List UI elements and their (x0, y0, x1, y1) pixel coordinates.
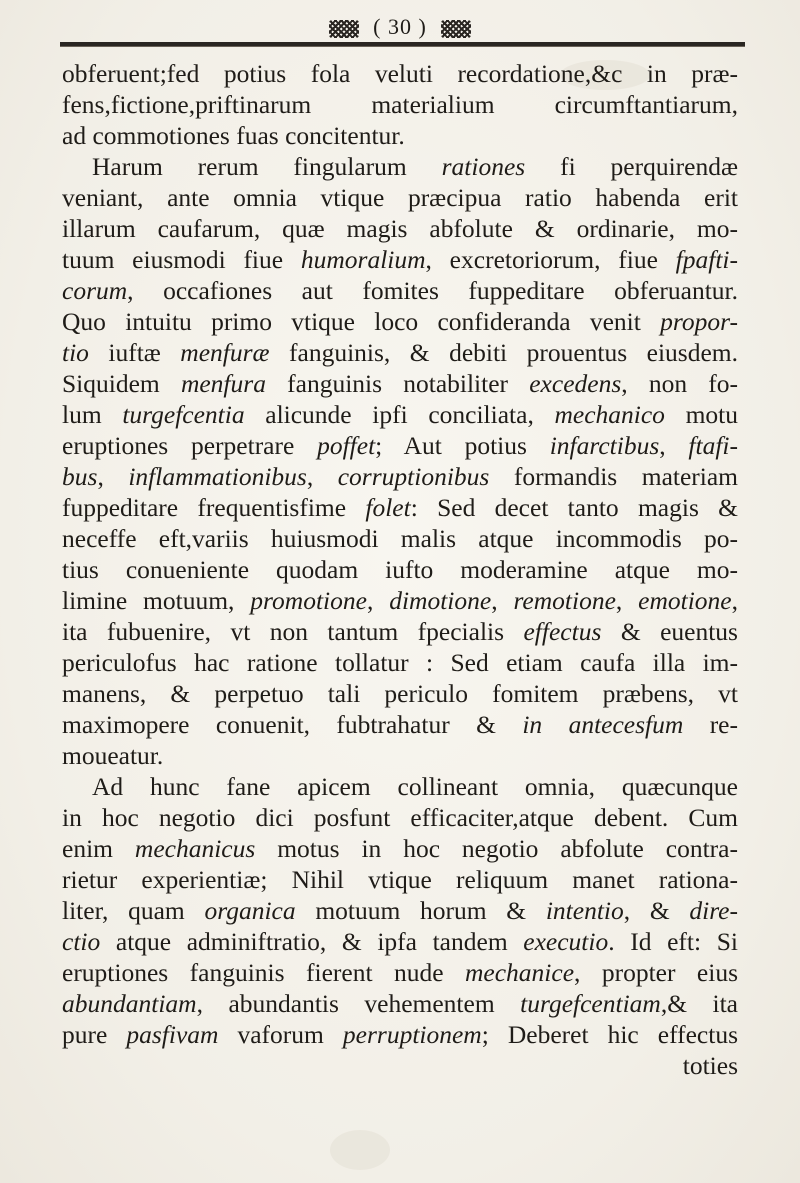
italic-term: emotione (638, 586, 732, 615)
text-run: veniant, ante omnia vtique præcipua ratio habenda erit (62, 183, 738, 212)
italic-term: executio (523, 927, 609, 956)
italic-term: in antecesfum (522, 710, 684, 739)
text-run: Harum rerum fingularum (92, 152, 442, 181)
left-ornament-icon (329, 20, 359, 38)
text-line (62, 306, 738, 337)
text-run: ita fubuenire, vt non tantum fpecialis (62, 617, 524, 646)
text-run: ; Deberet hic effectus (481, 1020, 739, 1049)
italic-term: dimotione (389, 586, 492, 615)
text-run: liter, quam (62, 896, 205, 925)
italic-term: corruptionibus (337, 462, 490, 491)
italic-term: poffet (317, 431, 376, 460)
italic-term: bus (62, 462, 98, 491)
text-run: , occafiones aut fomites fuppeditare obferuantur. (127, 276, 738, 305)
italic-term: inflammationibus (128, 462, 307, 491)
italic-term: corum (62, 276, 128, 305)
text-run: atque adminiftratio, & ipfa tandem (100, 927, 524, 956)
text-line (62, 244, 738, 275)
text-run: enim (62, 834, 135, 863)
text-run: Quo intuitu primo vtique loco confideranda venit (62, 307, 661, 336)
text-run: fanguinis, & debiti prouentus eiusdem. (269, 338, 739, 367)
text-run: tuum eiusmodi fiue (62, 245, 301, 274)
body-text (62, 58, 738, 1081)
text-run: limine motuum, (62, 586, 251, 615)
text-run: fuppeditare frequentisfime (62, 493, 366, 522)
italic-term: menfura (180, 369, 266, 398)
italic-term: propor- (660, 307, 738, 336)
text-run: eruptiones perpetrare (62, 431, 318, 460)
text-run: motu (664, 400, 739, 429)
text-run: , propter eius (574, 958, 738, 987)
italic-term: turgefcentia (122, 400, 245, 429)
text-run: manens, & perpetuo tali periculo fomitem præbens, vt (62, 679, 738, 708)
right-ornament-icon (441, 20, 471, 38)
text-run: toties (682, 1051, 738, 1080)
italic-term: mechanico (554, 400, 665, 429)
text-line (62, 926, 738, 957)
text-line (62, 430, 738, 461)
text-line (62, 1019, 738, 1050)
text-run: , (659, 431, 689, 460)
text-run: , & (623, 896, 690, 925)
italic-term: pasfivam (126, 1020, 219, 1049)
text-line (62, 337, 738, 368)
text-run: re- (683, 710, 738, 739)
italic-term: mechanicus (134, 834, 256, 863)
text-run: tius conueniente quodam iufto moderamine atque mo- (62, 555, 738, 584)
text-line (62, 120, 738, 151)
italic-term: menfuræ (180, 338, 270, 367)
italic-term: turgefcentiam (520, 989, 661, 1018)
text-run: vaforum (218, 1020, 343, 1049)
text-run: , (306, 462, 338, 491)
italic-term: tio (62, 338, 89, 367)
text-run: in hoc negotio dici posfunt efficaciter,atque debent. Cum (62, 803, 738, 832)
text-run: ; Aut potius (375, 431, 550, 460)
text-run: , non fo- (621, 369, 738, 398)
text-run: , (366, 586, 390, 615)
running-header (60, 8, 740, 48)
italic-term: humoralium (300, 245, 426, 274)
text-line (62, 709, 738, 740)
text-run: motuum horum & (295, 896, 546, 925)
italic-term: perruptionem (342, 1020, 482, 1049)
text-line (62, 740, 738, 771)
italic-term: infarctibus (549, 431, 660, 460)
text-line (62, 895, 738, 926)
text-line (62, 213, 738, 244)
text-run: illarum caufarum, quæ magis abfolute & ordinarie, mo- (62, 214, 738, 243)
text-run: ad commotiones fuas concitentur. (62, 121, 405, 150)
text-line (62, 988, 738, 1019)
text-line (62, 647, 738, 678)
italic-term: ctio (62, 927, 101, 956)
text-run: : Sed decet tanto magis & (410, 493, 738, 522)
text-run: obferuent;fed potius fola veluti recordatione,&c in præ- (62, 59, 738, 88)
text-run: pure (62, 1020, 127, 1049)
text-line (62, 523, 738, 554)
text-run: & euentus (601, 617, 738, 646)
italic-term: promotione (250, 586, 367, 615)
text-run: formandis materiam (489, 462, 739, 491)
italic-term: remotione (513, 586, 616, 615)
text-run: , (491, 586, 514, 615)
text-line (62, 151, 738, 182)
text-run: , (731, 586, 738, 615)
text-line (62, 771, 738, 802)
text-line (62, 833, 738, 864)
text-line (62, 585, 738, 616)
text-run: moueatur. (62, 741, 164, 770)
text-line (62, 182, 738, 213)
text-line (62, 461, 738, 492)
text-line (62, 399, 738, 430)
italic-term: mechanice (465, 958, 575, 987)
italic-term: organica (204, 896, 296, 925)
page-number: ( 30 ) (373, 14, 427, 39)
text-run: , (615, 586, 639, 615)
text-line (62, 1050, 738, 1081)
header-rule (60, 42, 745, 47)
paper-stain (330, 1130, 390, 1170)
text-run: maximopere conuenit, fubtrahatur & (62, 710, 523, 739)
text-run: . Id eft: Si (608, 927, 738, 956)
italic-term: folet (365, 493, 411, 522)
italic-term: intentio (545, 896, 624, 925)
text-line (62, 89, 738, 120)
text-run: fi perquirendæ (525, 152, 738, 181)
text-line (62, 864, 738, 895)
text-line (62, 368, 738, 399)
text-run: , excretoriorum, fiue (425, 245, 676, 274)
italic-term: abundantiam (62, 989, 197, 1018)
text-line (62, 616, 738, 647)
text-line (62, 554, 738, 585)
text-run: lum (62, 400, 123, 429)
text-run: , abundantis vehementem (196, 989, 521, 1018)
text-line (62, 802, 738, 833)
text-run: fens,fictione,priftinarum materialium circumftantiarum, (62, 90, 738, 119)
italic-term: excedens (529, 369, 622, 398)
text-run: fanguinis notabiliter (265, 369, 530, 398)
text-line (62, 957, 738, 988)
text-line (62, 678, 738, 709)
text-line (62, 492, 738, 523)
text-run: ,& ita (660, 989, 738, 1018)
text-run: , (97, 462, 129, 491)
text-run: Siquidem (62, 369, 181, 398)
text-run: alicunde ipfi conciliata, (244, 400, 555, 429)
text-run: periculofus hac ratione tollatur : Sed etiam caufa illa im- (62, 648, 738, 677)
text-run: motus in hoc negotio abfolute contra- (255, 834, 738, 863)
text-run: eruptiones fanguinis fierent nude (62, 958, 465, 987)
italic-term: effectus (523, 617, 602, 646)
text-run: Ad hunc fane apicem collineant omnia, quæcunque (92, 772, 738, 801)
italic-term: rationes (441, 152, 526, 181)
header-line (60, 14, 740, 40)
text-run: iuftæ (88, 338, 181, 367)
italic-term: ftafi- (688, 431, 738, 460)
text-line (62, 275, 738, 306)
italic-term: dire- (689, 896, 738, 925)
text-run: rietur experientiæ; Nihil vtique reliquum manet rationa- (62, 865, 738, 894)
italic-term: fpafti- (675, 245, 739, 274)
text-line (62, 58, 738, 89)
text-run: neceffe eft,variis huiusmodi malis atque incommodis po- (62, 524, 738, 553)
